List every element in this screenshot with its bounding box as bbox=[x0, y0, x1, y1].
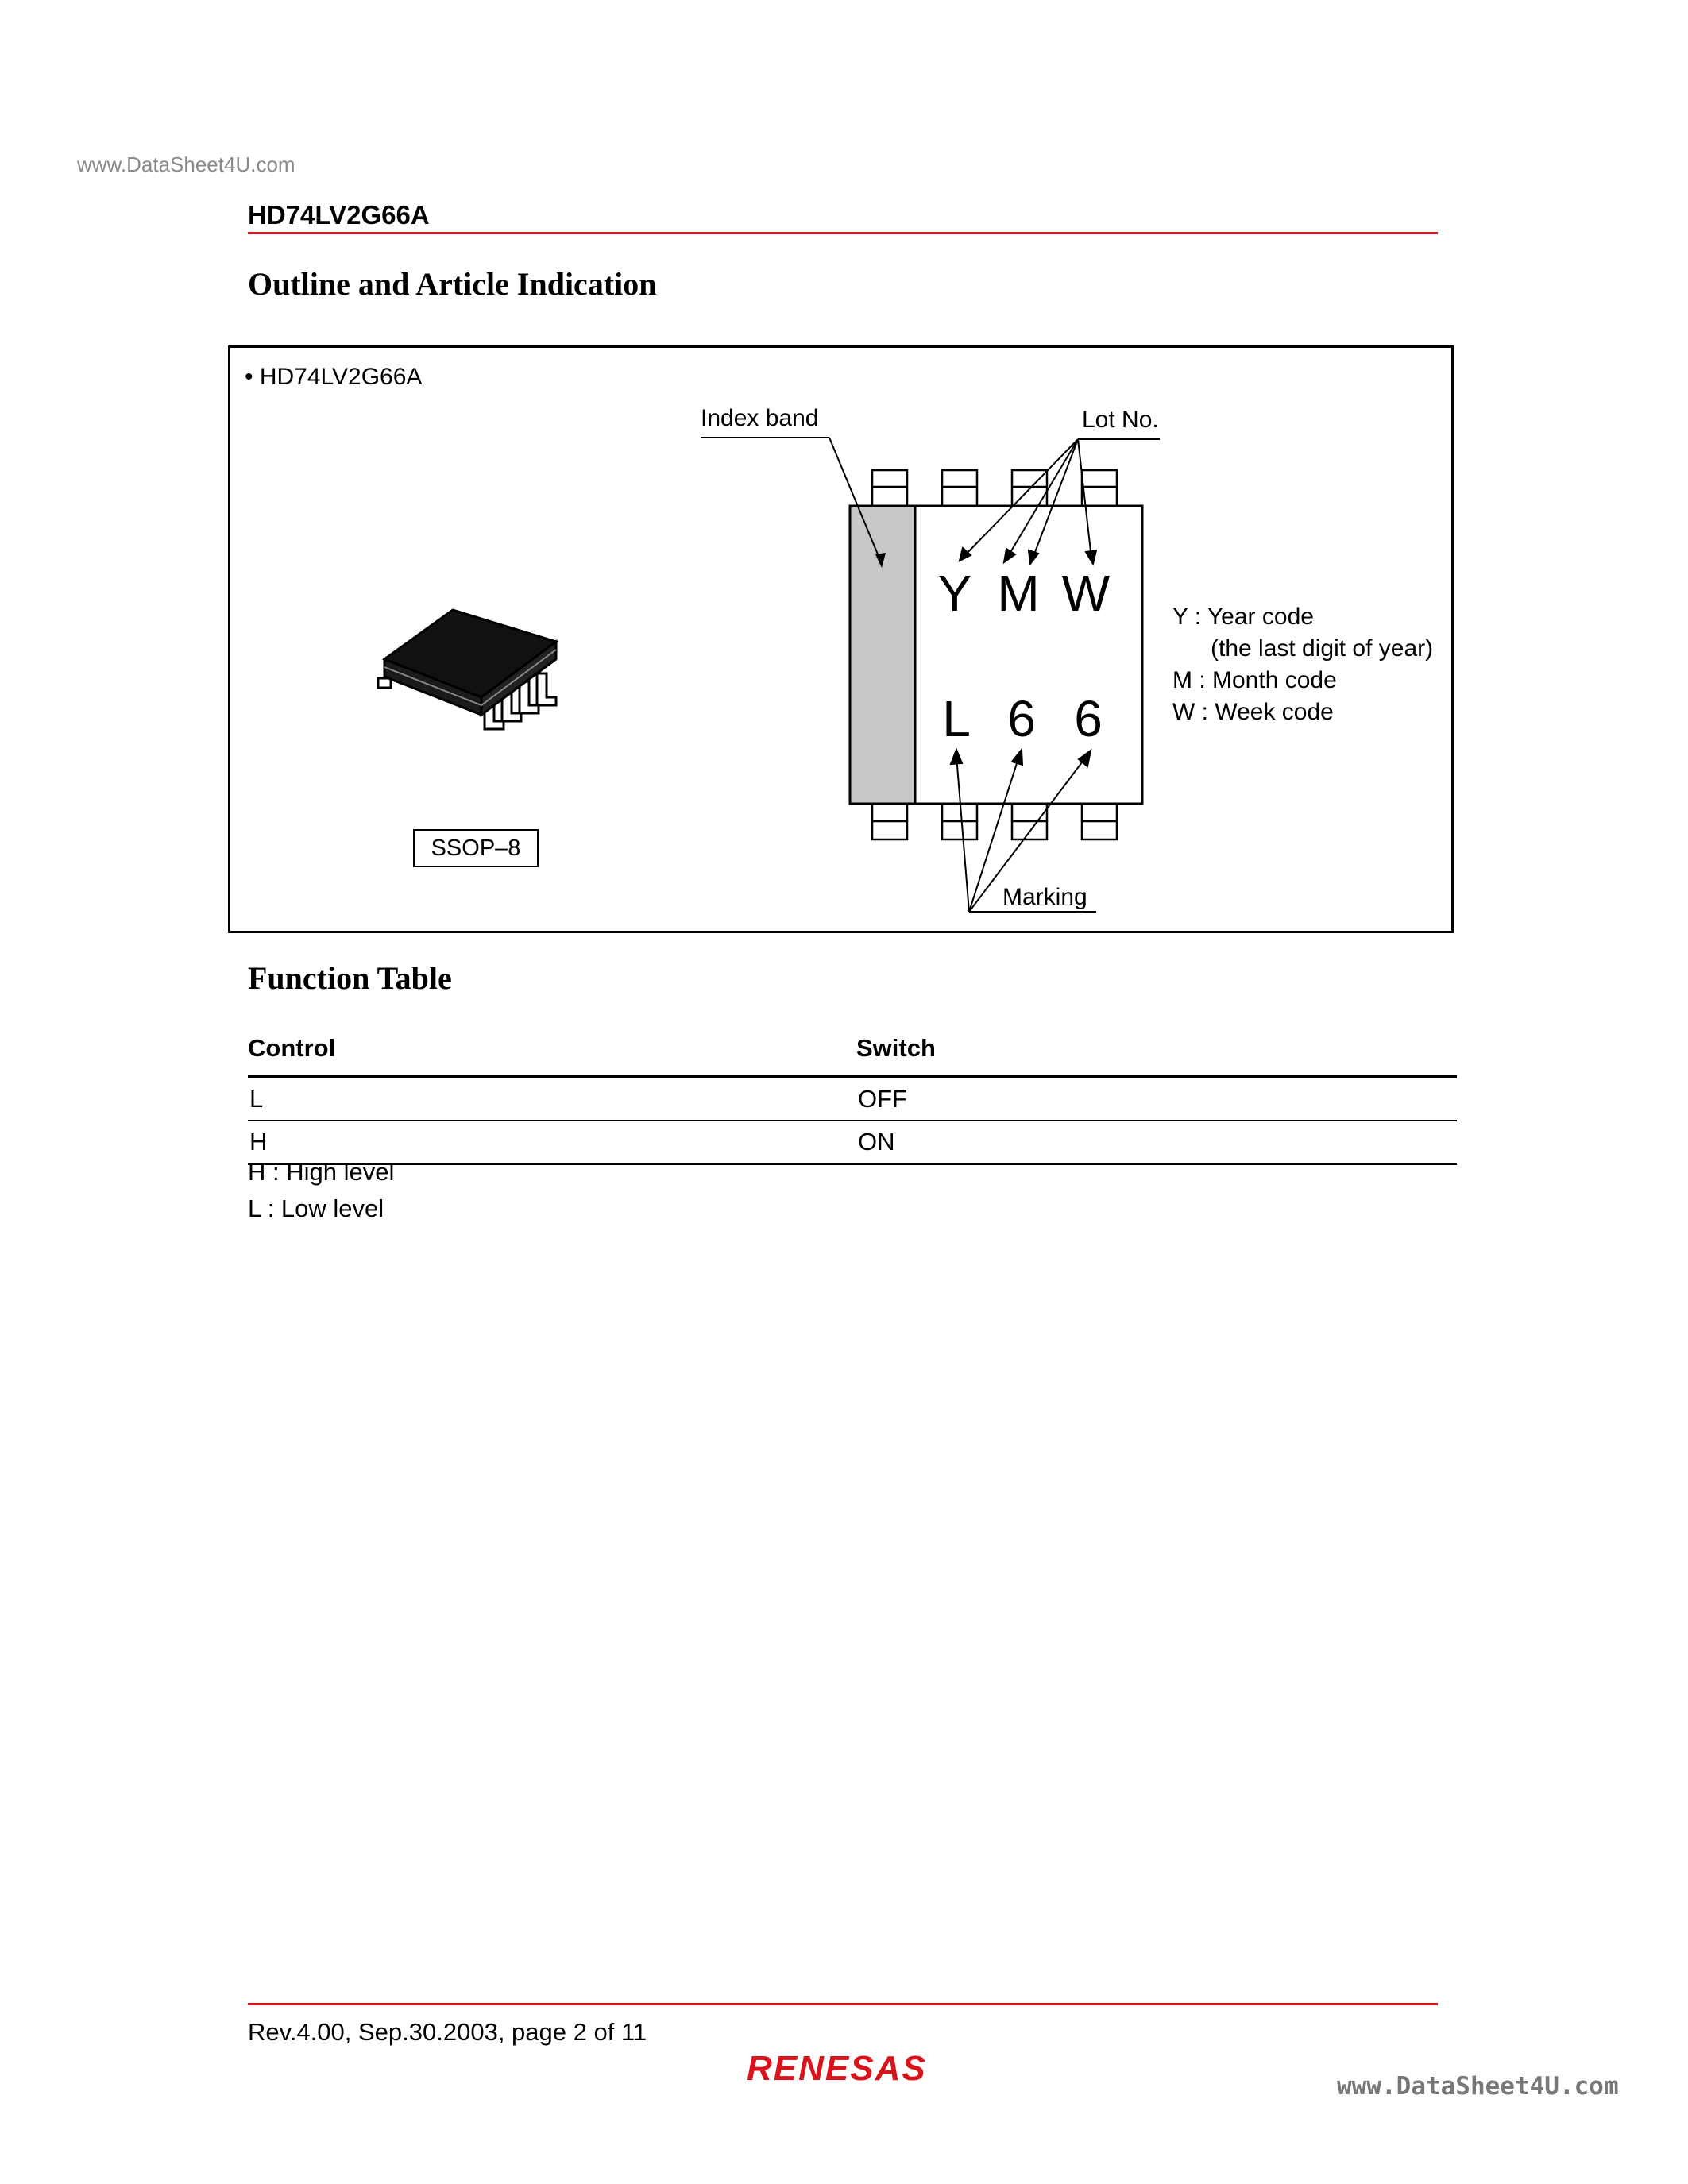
table-row bbox=[248, 1121, 1457, 1164]
section-title-outline: Outline and Article Indication bbox=[248, 266, 657, 302]
legend-year: Y : Year code bbox=[1172, 604, 1314, 630]
marking-diagram bbox=[683, 397, 1192, 937]
index-band bbox=[850, 506, 915, 804]
renesas-logo: RENESAS bbox=[747, 2049, 927, 2088]
cell-switch: OFF bbox=[856, 1077, 1457, 1121]
footer-revision: Rev.4.00, Sep.30.2003, page 2 of 11 bbox=[248, 2018, 647, 2046]
mark-lot-char-2: 6 bbox=[1007, 690, 1036, 747]
watermark-top: www.DataSheet4U.com bbox=[77, 152, 295, 176]
table-row bbox=[248, 1077, 1457, 1121]
note-low-level: L : Low level bbox=[248, 1194, 384, 1222]
index-band-label: Index band bbox=[701, 405, 819, 431]
cell-control: H bbox=[248, 1121, 856, 1164]
legend-year-note: (the last digit of year) bbox=[1211, 635, 1434, 662]
mark-week-char: W bbox=[1061, 565, 1111, 622]
ssop-package-illustration bbox=[373, 596, 580, 739]
mark-year-char: Y bbox=[937, 565, 972, 622]
watermark-bottom: www.DataSheet4U.com bbox=[1337, 2072, 1619, 2101]
header-control: Control bbox=[248, 1029, 856, 1077]
table-header-row bbox=[248, 1029, 1457, 1077]
legend-month: M : Month code bbox=[1172, 667, 1337, 693]
marking-label: Marking bbox=[1002, 884, 1087, 910]
mark-lot-char-3: 6 bbox=[1074, 690, 1103, 747]
legend-week: W : Week code bbox=[1172, 699, 1334, 725]
section-title-function-table: Function Table bbox=[248, 960, 452, 996]
cell-switch: ON bbox=[856, 1121, 1457, 1164]
package-type-label: SSOP–8 bbox=[413, 829, 539, 867]
mark-lot-char-1: L bbox=[942, 690, 971, 747]
pins-top bbox=[872, 470, 1117, 506]
cell-control: L bbox=[248, 1077, 856, 1121]
document-header: HD74LV2G66A bbox=[248, 200, 430, 230]
footer-rule bbox=[248, 2003, 1438, 2005]
device-bullet: • HD74LV2G66A bbox=[245, 364, 423, 390]
note-high-level: H : High level bbox=[248, 1158, 395, 1186]
lot-no-label: Lot No. bbox=[1082, 407, 1159, 433]
mark-month-char: M bbox=[997, 565, 1040, 622]
function-table bbox=[248, 1029, 1457, 1165]
header-switch: Switch bbox=[856, 1029, 1457, 1077]
header-rule bbox=[248, 232, 1438, 234]
